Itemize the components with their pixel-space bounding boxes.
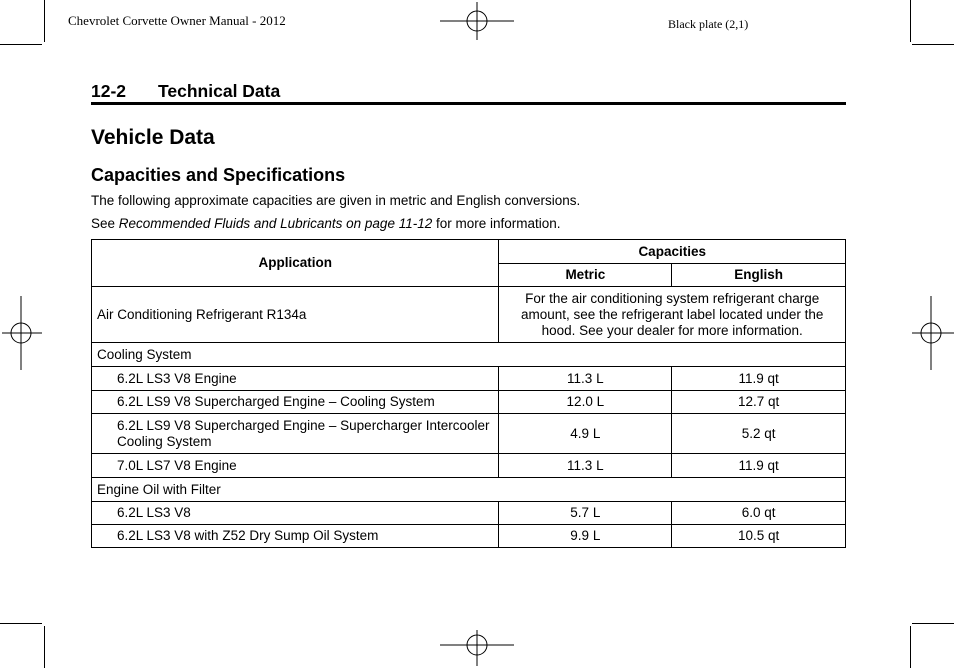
section-header [91,81,846,105]
running-header-plate: Black plate (2,1) [668,17,749,31]
cell-application: 6.2L LS9 V8 Supercharged Engine – Supercharger Intercooler Cooling System [92,414,499,454]
cell-application: 6.2L LS3 V8 Engine [92,367,499,391]
header-capacities: Capacities [499,240,846,264]
cell-english: 10.5 qt [672,525,846,548]
cell-english: 5.2 qt [672,414,846,454]
crop-mark [912,44,954,45]
see-suffix: for more information. [432,216,561,231]
registration-mark-icon [910,296,954,372]
cell-metric: 5.7 L [499,502,672,525]
see-reference-paragraph [91,216,561,231]
crop-mark [912,623,954,624]
cross-reference-link[interactable]: Recommended Fluids and Lubricants on page 11-12 [118,216,433,231]
registration-mark-icon [2,296,44,372]
table-group-row [92,343,846,367]
table-row [92,454,846,478]
table-row [92,391,846,414]
crop-mark [910,626,911,668]
header-english: English [672,264,846,287]
table-row [92,502,846,525]
section-number: 12-2 [91,81,127,101]
section-name: Technical Data [158,81,281,101]
crop-mark [0,44,42,45]
cell-application: Air Conditioning Refrigerant R134a [92,287,499,343]
group-title: Cooling System [92,343,846,367]
cell-metric: 11.3 L [499,367,672,391]
crop-mark [44,0,45,42]
crop-mark [0,623,42,624]
table-row [92,367,846,391]
table-row [92,287,846,343]
cell-english: 12.7 qt [672,391,846,414]
cell-english: 11.9 qt [672,454,846,478]
table-row [92,414,846,454]
intro-paragraph: The following approximate capacities are given in metric and English conversions. [91,193,581,208]
running-header-title: Chevrolet Corvette Owner Manual - 2012 [68,13,286,28]
cell-metric: 4.9 L [499,414,672,454]
group-title: Engine Oil with Filter [92,478,846,502]
header-application: Application [92,240,499,287]
cell-application: 6.2L LS3 V8 [92,502,499,525]
header-metric: Metric [499,264,672,287]
page-title: Vehicle Data [91,126,215,149]
cell-application: 6.2L LS9 V8 Supercharged Engine – Cooling System [92,391,499,414]
table-row [92,525,846,548]
crop-mark [910,0,911,42]
table-body [92,343,846,548]
cell-metric: 9.9 L [499,525,672,548]
see-prefix: See [91,216,119,231]
cell-application: 6.2L LS3 V8 with Z52 Dry Sump Oil System [92,525,499,548]
table-group-row [92,478,846,502]
cell-metric: 11.3 L [499,454,672,478]
capacities-table [91,239,846,548]
cell-english: 11.9 qt [672,367,846,391]
cell-metric: 12.0 L [499,391,672,414]
cell-application: 7.0L LS7 V8 Engine [92,454,499,478]
subsection-title: Capacities and Specifications [91,165,346,185]
registration-mark-icon [440,630,516,668]
registration-mark-icon [440,2,516,42]
cell-english: 6.0 qt [672,502,846,525]
crop-mark [44,626,45,668]
cell-note: For the air conditioning system refrigerant charge amount, see the refrigerant label located under the hood. See your dealer for more information. [499,287,846,343]
